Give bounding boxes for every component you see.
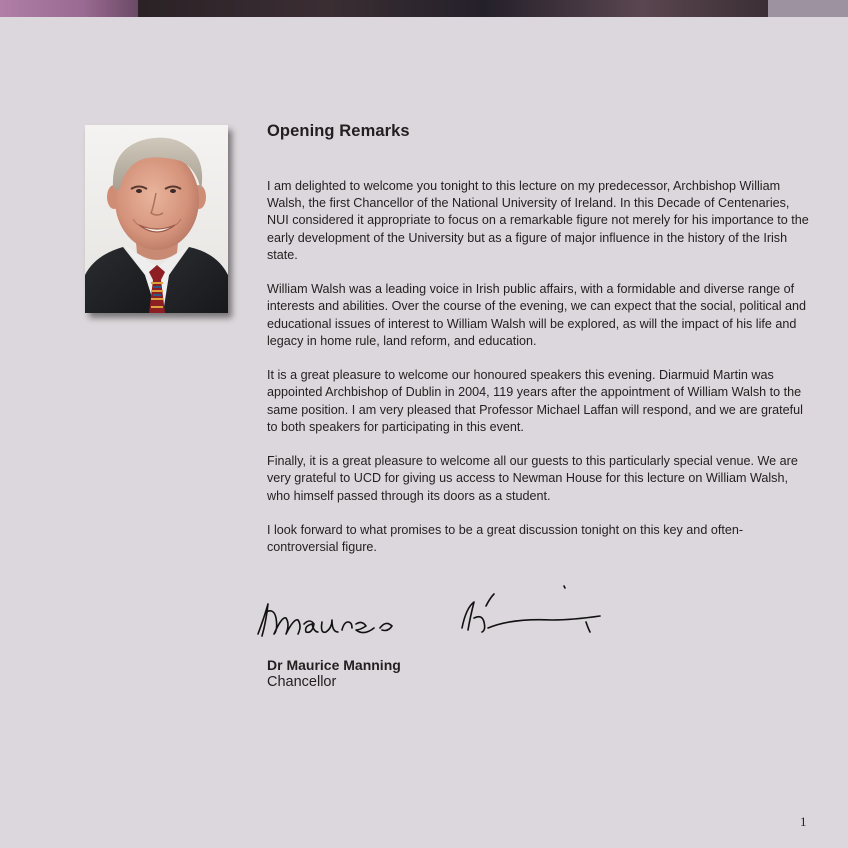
handwritten-signature bbox=[252, 578, 612, 648]
top-banner bbox=[0, 0, 848, 17]
paragraph-4: Finally, it is a great pleasure to welcome all our guests to this particularly special venue. We are very grateful to UCD for giving us access to Newman House for this lecture on William Walsh, who himself passed through its doors as a student. bbox=[267, 454, 798, 503]
banner-photo-left bbox=[0, 0, 138, 17]
banner-strip bbox=[768, 0, 848, 17]
page-number: 1 bbox=[800, 814, 807, 829]
paragraph-3: It is a great pleasure to welcome our honoured speakers this evening. Diarmuid Martin was appointed Archbishop of Dublin in 2004, 119 years after the appointment of William Walsh to the same position. I am very pleased that Professor Michael Laffan will respond, and we are grateful to both speakers for participating in this event. bbox=[267, 368, 803, 434]
paragraph-5: I look forward to what promises to be a great discussion tonight on this key and often-controversial figure. bbox=[267, 523, 744, 555]
page-title: Opening Remarks bbox=[267, 122, 410, 140]
banner-photo bbox=[138, 0, 768, 17]
paragraph-2: William Walsh was a leading voice in Irish public affairs, with a formidable and diverse range of interests and abilities. Over the course of the evening, we can expect that the social, political and educational issues of interest to William Walsh will be explored, as will the impact of his life and legacy in home rule, land reform, and education. bbox=[267, 282, 807, 348]
body-text bbox=[267, 178, 812, 574]
paragraph-1: I am delighted to welcome you tonight to this lecture on my predecessor, Archbishop William Walsh, the first Chancellor of the National University of Ireland. In this Decade of Centenaries, NUI considered it appropriate to focus on a remarkable figure not merely for his importance to the early development of the University but as a figure of major influence in the history of the Irish state. bbox=[267, 179, 809, 262]
signatory-title: Chancellor bbox=[267, 674, 337, 690]
chancellor-portrait bbox=[85, 125, 228, 313]
signatory-name: Dr Maurice Manning bbox=[267, 657, 401, 673]
